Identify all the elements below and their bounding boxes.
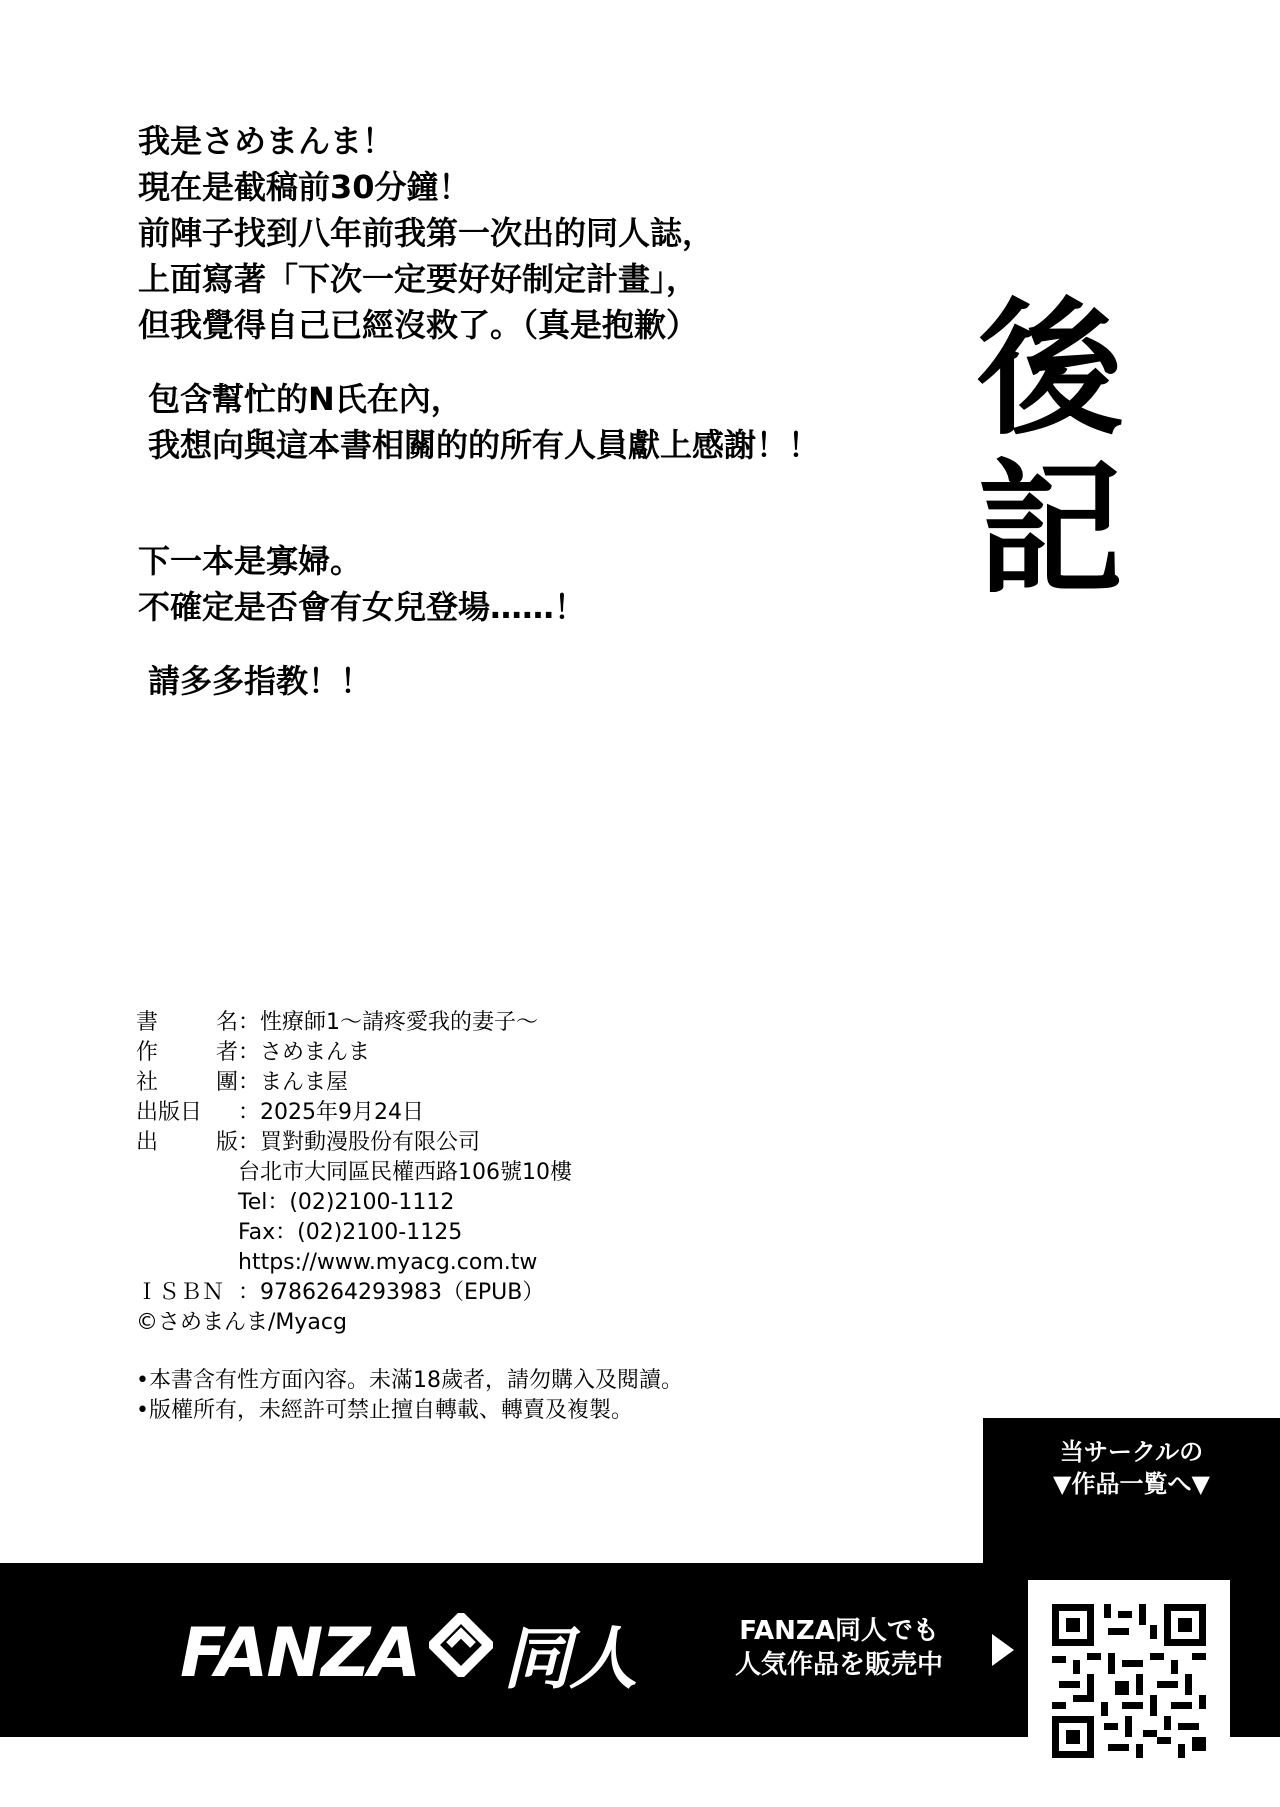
label-char: 版: [215, 1130, 238, 1155]
circle-value: まんま屋: [260, 1070, 349, 1095]
colophon-row-publisher: [136, 1128, 572, 1158]
title-char: 記: [977, 445, 1123, 615]
author-value: さめまんま: [260, 1040, 371, 1065]
colophon-row-tel: [136, 1188, 572, 1218]
colophon-row-date: [136, 1098, 572, 1128]
afterword-title: [970, 285, 1130, 615]
isbn-label: ＩＳＢＮ: [136, 1280, 225, 1305]
colophon-row-address: [136, 1158, 572, 1188]
publisher-url: https://www.myacg.com.tw: [238, 1250, 538, 1275]
circle-works-line: 当サークルの: [1059, 1438, 1204, 1466]
fanza-diamond-icon: [429, 1613, 493, 1694]
colon: ：: [238, 1040, 261, 1065]
colophon-row-url: [136, 1248, 572, 1278]
label-char: 出: [136, 1130, 159, 1155]
publisher-fax: Fax：(02)2100-1125: [238, 1220, 463, 1245]
afterword-line: 下一本是寡婦。: [138, 542, 363, 580]
arrow-right-icon: [992, 1634, 1014, 1666]
afterword-line: 我是さめまんま！: [138, 122, 395, 160]
circle-works-link[interactable]: [983, 1436, 1280, 1500]
legal-note: •版權所有，未經許可禁止擅自轉載、轉賣及複製。: [136, 1398, 633, 1423]
label-char: 作: [136, 1040, 159, 1065]
afterword-line: 包含幫忙的N氏在內，: [148, 380, 463, 418]
afterword-message: [138, 118, 820, 704]
publisher-address: 台北市大同區民權西路106號10樓: [238, 1160, 572, 1185]
colon: ：: [238, 1010, 261, 1035]
book-title-value: 性療師1～請疼愛我的妻子～: [260, 1010, 539, 1035]
legal-note: •本書含有性方面內容。未滿18歲者，請勿購入及閱讀。: [136, 1368, 683, 1393]
afterword-line: 前陣子找到八年前我第一次出的同人誌，: [138, 214, 715, 252]
promo-line: 人気作品を販売中: [735, 1650, 944, 1680]
afterword-line: 請多多指教！！: [148, 662, 373, 700]
afterword-line: 上面寫著「下次一定要好好制定計畫」，: [138, 260, 699, 298]
colophon-row-copyright: [136, 1308, 572, 1338]
colophon-row-isbn: [136, 1278, 572, 1308]
colophon-row-fax: [136, 1218, 572, 1248]
isbn-value: 9786264293983（EPUB）: [260, 1280, 545, 1305]
label-char: 名: [215, 1010, 238, 1035]
label-char: 團: [215, 1070, 238, 1095]
label-char: 書: [136, 1010, 159, 1035]
promo-text: [735, 1614, 943, 1682]
publisher-value: 買對動漫股份有限公司: [260, 1130, 481, 1155]
afterword-line: 但我覺得自己已經沒救了。（真是抱歉）: [138, 306, 699, 344]
afterword-line: 不確定是否會有女兒登場……！: [138, 588, 587, 626]
fanza-doujin-logo: [180, 1605, 635, 1702]
publisher-tel: Tel：(02)2100-1112: [238, 1190, 455, 1215]
qr-code[interactable]: [1028, 1580, 1230, 1782]
colon: ：: [238, 1100, 261, 1125]
label-char: 者: [215, 1040, 238, 1065]
label-text: 出版日: [136, 1100, 203, 1125]
promo-line: FANZA同人でも: [739, 1616, 939, 1646]
legal-notes: [136, 1366, 683, 1426]
title-char: 後: [977, 285, 1123, 455]
colon: ：: [238, 1130, 261, 1155]
logo-doujin-text: 同人: [503, 1620, 636, 1699]
colophon-row-book: [136, 1008, 572, 1038]
colon: ：: [238, 1070, 261, 1095]
logo-fanza-text: FANZA: [180, 1614, 420, 1693]
afterword-line: 現在是截稿前30分鐘！: [138, 168, 471, 206]
qr-code-icon: [1052, 1604, 1206, 1758]
colophon-row-author: [136, 1038, 572, 1068]
date-value: 2025年9月24日: [260, 1100, 424, 1125]
copyright: ©さめまんま/Myacg: [136, 1310, 347, 1335]
label-char: 社: [136, 1070, 159, 1095]
colophon-row-circle: [136, 1068, 572, 1098]
afterword-line: 我想向與這本書相關的的所有人員獻上感謝！！: [148, 426, 821, 464]
circle-works-line: ▼作品一覧へ▼: [1053, 1470, 1210, 1498]
colon: ：: [238, 1280, 261, 1305]
colophon: [136, 1008, 572, 1338]
